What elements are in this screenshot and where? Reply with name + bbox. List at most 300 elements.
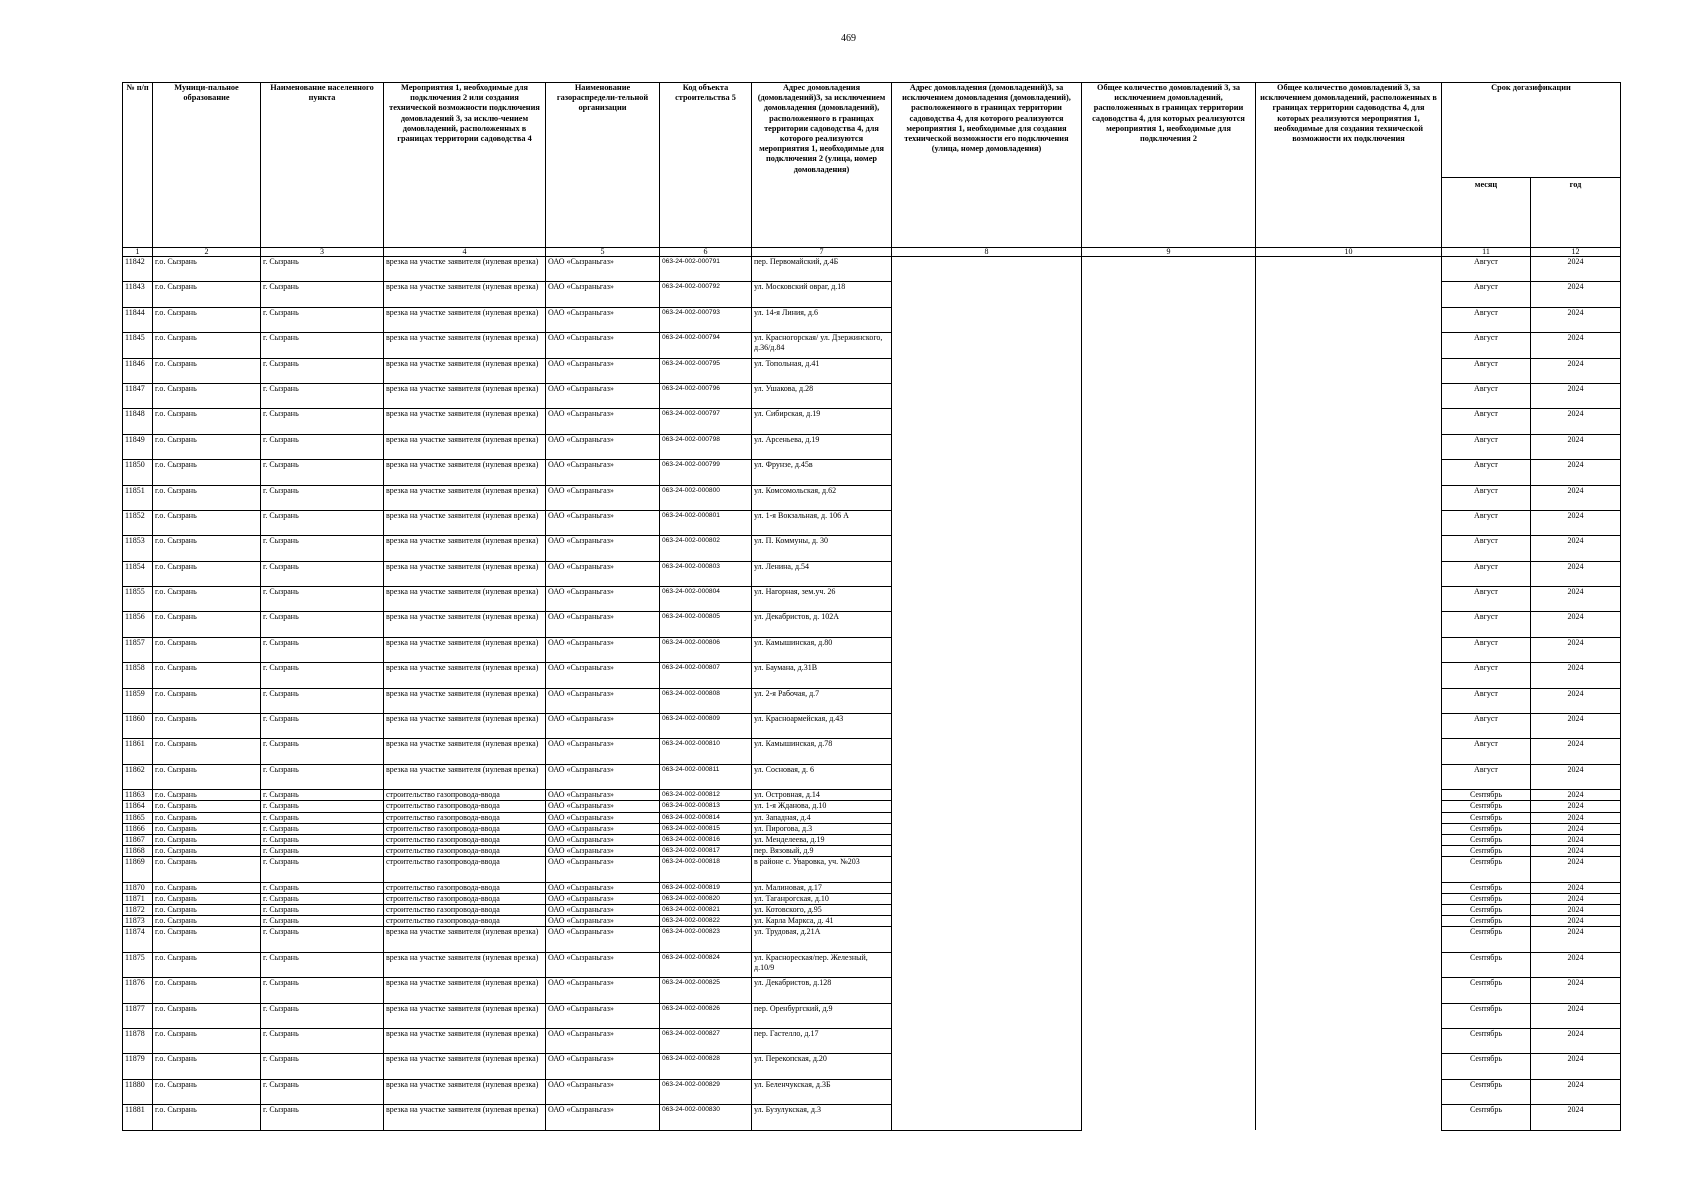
table-row bbox=[123, 882, 1621, 893]
row-number: 11842 bbox=[123, 257, 153, 282]
gas-org-cell: ОАО «Сызраньгаз» bbox=[546, 434, 660, 459]
measure-cell: врезка на участке заявителя (нулевая врезка) bbox=[384, 714, 546, 739]
count-tech-cell bbox=[1256, 587, 1442, 612]
count-connection-cell bbox=[1082, 333, 1256, 358]
settlement-cell: г. Сызрань bbox=[261, 282, 384, 307]
municipality-cell: г.о. Сызрань bbox=[153, 764, 261, 789]
settlement-cell: г. Сызрань bbox=[261, 893, 384, 904]
municipality-cell: г.о. Сызрань bbox=[153, 637, 261, 662]
measure-cell: строительство газопровода-ввода bbox=[384, 790, 546, 801]
count-tech-cell bbox=[1256, 561, 1442, 586]
municipality-cell: г.о. Сызрань bbox=[153, 905, 261, 916]
header-settlement: Наименование населенного пункта bbox=[261, 83, 384, 248]
year-cell: 2024 bbox=[1531, 882, 1621, 893]
gas-org-cell: ОАО «Сызраньгаз» bbox=[546, 1003, 660, 1028]
settlement-cell: г. Сызрань bbox=[261, 383, 384, 408]
address-cell: ул. Ленина, д.54 bbox=[752, 561, 892, 586]
row-number: 11878 bbox=[123, 1029, 153, 1054]
municipality-cell: г.о. Сызрань bbox=[153, 409, 261, 434]
settlement-cell: г. Сызрань bbox=[261, 1029, 384, 1054]
year-cell: 2024 bbox=[1531, 587, 1621, 612]
header-address-tech: Адрес домовладения (домовладений)3, за исключением домовладения (домовладений), расположенного в границах территории садоводства 4, для которого реализуются мероприятия 1, необходимые для создания технической возможности его подключения (улица, номер домовладения) bbox=[892, 83, 1082, 248]
tech-address-cell bbox=[892, 952, 1082, 977]
municipality-cell: г.о. Сызрань bbox=[153, 460, 261, 485]
table-row bbox=[123, 834, 1621, 845]
settlement-cell: г. Сызрань bbox=[261, 333, 384, 358]
month-cell: Август bbox=[1442, 333, 1531, 358]
gas-org-cell: ОАО «Сызраньгаз» bbox=[546, 510, 660, 535]
row-number: 11856 bbox=[123, 612, 153, 637]
object-code-cell: 063-24-002-000808 bbox=[660, 688, 752, 713]
settlement-cell: г. Сызрань bbox=[261, 823, 384, 834]
month-cell: Сентябрь bbox=[1442, 952, 1531, 977]
address-cell: ул. Декабристов, д. 102А bbox=[752, 612, 892, 637]
month-cell: Сентябрь bbox=[1442, 790, 1531, 801]
object-code-cell: 063-24-002-000828 bbox=[660, 1054, 752, 1079]
tech-address-cell bbox=[892, 1029, 1082, 1054]
table-row bbox=[123, 282, 1621, 307]
month-cell: Сентябрь bbox=[1442, 823, 1531, 834]
gas-org-cell: ОАО «Сызраньгаз» bbox=[546, 823, 660, 834]
count-tech-cell bbox=[1256, 434, 1442, 459]
object-code-cell: 063-24-002-000813 bbox=[660, 801, 752, 812]
address-cell: ул. Менделеева, д.19 bbox=[752, 834, 892, 845]
count-tech-cell bbox=[1256, 801, 1442, 812]
address-cell: ул. Красноармейская, д.43 bbox=[752, 714, 892, 739]
count-tech-cell bbox=[1256, 764, 1442, 789]
object-code-cell: 063-24-002-000829 bbox=[660, 1079, 752, 1104]
settlement-cell: г. Сызрань bbox=[261, 978, 384, 1003]
year-cell: 2024 bbox=[1531, 460, 1621, 485]
row-number: 11844 bbox=[123, 307, 153, 332]
object-code-cell: 063-24-002-000819 bbox=[660, 882, 752, 893]
count-tech-cell bbox=[1256, 857, 1442, 882]
year-cell: 2024 bbox=[1531, 764, 1621, 789]
address-cell: ул. Краснореская/пер. Железный, д.10/9 bbox=[752, 952, 892, 977]
table-row bbox=[123, 637, 1621, 662]
count-connection-cell bbox=[1082, 916, 1256, 927]
table-row bbox=[123, 846, 1621, 857]
column-number: 3 bbox=[261, 248, 384, 257]
count-connection-cell bbox=[1082, 460, 1256, 485]
gas-org-cell: ОАО «Сызраньгаз» bbox=[546, 834, 660, 845]
table-row bbox=[123, 952, 1621, 977]
municipality-cell: г.о. Сызрань bbox=[153, 893, 261, 904]
row-number: 11877 bbox=[123, 1003, 153, 1028]
address-cell: ул. Арсеньева, д.19 bbox=[752, 434, 892, 459]
object-code-cell: 063-24-002-000826 bbox=[660, 1003, 752, 1028]
object-code-cell: 063-24-002-000799 bbox=[660, 460, 752, 485]
year-cell: 2024 bbox=[1531, 663, 1621, 688]
table-row bbox=[123, 383, 1621, 408]
row-number: 11872 bbox=[123, 905, 153, 916]
count-connection-cell bbox=[1082, 714, 1256, 739]
gas-org-cell: ОАО «Сызраньгаз» bbox=[546, 1105, 660, 1130]
gas-org-cell: ОАО «Сызраньгаз» bbox=[546, 882, 660, 893]
measure-cell: врезка на участке заявителя (нулевая врезка) bbox=[384, 434, 546, 459]
settlement-cell: г. Сызрань bbox=[261, 1105, 384, 1130]
municipality-cell: г.о. Сызрань bbox=[153, 978, 261, 1003]
count-connection-cell bbox=[1082, 282, 1256, 307]
year-cell: 2024 bbox=[1531, 1003, 1621, 1028]
table-row bbox=[123, 714, 1621, 739]
tech-address-cell bbox=[892, 714, 1082, 739]
row-number: 11859 bbox=[123, 688, 153, 713]
count-connection-cell bbox=[1082, 1003, 1256, 1028]
row-number: 11845 bbox=[123, 333, 153, 358]
address-cell: ул. Баумана, д.31В bbox=[752, 663, 892, 688]
settlement-cell: г. Сызрань bbox=[261, 714, 384, 739]
object-code-cell: 063-24-002-000817 bbox=[660, 846, 752, 857]
count-tech-cell bbox=[1256, 916, 1442, 927]
address-cell: ул. Фрунзе, д.45в bbox=[752, 460, 892, 485]
measure-cell: строительство газопровода-ввода bbox=[384, 916, 546, 927]
object-code-cell: 063-24-002-000822 bbox=[660, 916, 752, 927]
count-tech-cell bbox=[1256, 282, 1442, 307]
table-row bbox=[123, 1105, 1621, 1130]
month-cell: Август bbox=[1442, 358, 1531, 383]
address-cell: ул. Ушакова, д.28 bbox=[752, 383, 892, 408]
count-connection-cell bbox=[1082, 409, 1256, 434]
municipality-cell: г.о. Сызрань bbox=[153, 282, 261, 307]
count-connection-cell bbox=[1082, 307, 1256, 332]
count-tech-cell bbox=[1256, 663, 1442, 688]
year-cell: 2024 bbox=[1531, 978, 1621, 1003]
measure-cell: строительство газопровода-ввода bbox=[384, 893, 546, 904]
object-code-cell: 063-24-002-000794 bbox=[660, 333, 752, 358]
tech-address-cell bbox=[892, 834, 1082, 845]
gas-org-cell: ОАО «Сызраньгаз» bbox=[546, 333, 660, 358]
month-cell: Август bbox=[1442, 587, 1531, 612]
address-cell: ул. Сосновая, д. 6 bbox=[752, 764, 892, 789]
settlement-cell: г. Сызрань bbox=[261, 905, 384, 916]
gas-org-cell: ОАО «Сызраньгаз» bbox=[546, 561, 660, 586]
gas-org-cell: ОАО «Сызраньгаз» bbox=[546, 536, 660, 561]
tech-address-cell bbox=[892, 383, 1082, 408]
count-connection-cell bbox=[1082, 561, 1256, 586]
address-cell: ул. Островная, д.14 bbox=[752, 790, 892, 801]
measure-cell: врезка на участке заявителя (нулевая врезка) bbox=[384, 358, 546, 383]
tech-address-cell bbox=[892, 307, 1082, 332]
table-row bbox=[123, 1003, 1621, 1028]
measure-cell: врезка на участке заявителя (нулевая врезка) bbox=[384, 257, 546, 282]
measure-cell: врезка на участке заявителя (нулевая врезка) bbox=[384, 1003, 546, 1028]
measure-cell: врезка на участке заявителя (нулевая врезка) bbox=[384, 1105, 546, 1130]
count-connection-cell bbox=[1082, 612, 1256, 637]
tech-address-cell bbox=[892, 978, 1082, 1003]
municipality-cell: г.о. Сызрань bbox=[153, 1003, 261, 1028]
year-cell: 2024 bbox=[1531, 333, 1621, 358]
table-row bbox=[123, 916, 1621, 927]
table-row bbox=[123, 358, 1621, 383]
municipality-cell: г.о. Сызрань bbox=[153, 561, 261, 586]
table-row bbox=[123, 485, 1621, 510]
row-number: 11874 bbox=[123, 927, 153, 952]
count-tech-cell bbox=[1256, 882, 1442, 893]
object-code-cell: 063-24-002-000814 bbox=[660, 812, 752, 823]
gas-org-cell: ОАО «Сызраньгаз» bbox=[546, 663, 660, 688]
column-number: 4 bbox=[384, 248, 546, 257]
gas-org-cell: ОАО «Сызраньгаз» bbox=[546, 739, 660, 764]
count-tech-cell bbox=[1256, 846, 1442, 857]
gas-org-cell: ОАО «Сызраньгаз» bbox=[546, 358, 660, 383]
year-cell: 2024 bbox=[1531, 510, 1621, 535]
month-cell: Сентябрь bbox=[1442, 1105, 1531, 1130]
count-connection-cell bbox=[1082, 834, 1256, 845]
settlement-cell: г. Сызрань bbox=[261, 409, 384, 434]
year-cell: 2024 bbox=[1531, 916, 1621, 927]
object-code-cell: 063-24-002-000811 bbox=[660, 764, 752, 789]
header-count-connection: Общее количество домовладений 3, за исключением домовладений, расположенных в границах территории садоводства 4, для которых реализуются мероприятия 1, необходимые для подключения 2 bbox=[1082, 83, 1256, 248]
page-number: 469 bbox=[841, 33, 856, 44]
count-tech-cell bbox=[1256, 834, 1442, 845]
address-cell: ул. Трудовая, д.21А bbox=[752, 927, 892, 952]
address-cell: ул. Комсомольская, д.62 bbox=[752, 485, 892, 510]
month-cell: Август bbox=[1442, 510, 1531, 535]
measure-cell: строительство газопровода-ввода bbox=[384, 834, 546, 845]
year-cell: 2024 bbox=[1531, 801, 1621, 812]
count-tech-cell bbox=[1256, 409, 1442, 434]
settlement-cell: г. Сызрань bbox=[261, 460, 384, 485]
count-connection-cell bbox=[1082, 1105, 1256, 1130]
municipality-cell: г.о. Сызрань bbox=[153, 663, 261, 688]
year-cell: 2024 bbox=[1531, 409, 1621, 434]
municipality-cell: г.о. Сызрань bbox=[153, 536, 261, 561]
row-number: 11873 bbox=[123, 916, 153, 927]
address-cell: пер. Вязовый, д.9 bbox=[752, 846, 892, 857]
object-code-cell: 063-24-002-000821 bbox=[660, 905, 752, 916]
settlement-cell: г. Сызрань bbox=[261, 688, 384, 713]
address-cell: ул. Западная, д.4 bbox=[752, 812, 892, 823]
month-cell: Сентябрь bbox=[1442, 834, 1531, 845]
year-cell: 2024 bbox=[1531, 637, 1621, 662]
year-cell: 2024 bbox=[1531, 905, 1621, 916]
count-tech-cell bbox=[1256, 739, 1442, 764]
tech-address-cell bbox=[892, 739, 1082, 764]
gas-org-cell: ОАО «Сызраньгаз» bbox=[546, 952, 660, 977]
gas-org-cell: ОАО «Сызраньгаз» bbox=[546, 383, 660, 408]
table-row bbox=[123, 1054, 1621, 1079]
row-number: 11864 bbox=[123, 801, 153, 812]
gasification-table bbox=[122, 82, 1621, 1131]
row-number: 11843 bbox=[123, 282, 153, 307]
object-code-cell: 063-24-002-000791 bbox=[660, 257, 752, 282]
row-number: 11871 bbox=[123, 893, 153, 904]
measure-cell: строительство газопровода-ввода bbox=[384, 882, 546, 893]
settlement-cell: г. Сызрань bbox=[261, 510, 384, 535]
count-tech-cell bbox=[1256, 485, 1442, 510]
header-municipality: Муници-пальное образование bbox=[153, 83, 261, 248]
measure-cell: врезка на участке заявителя (нулевая врезка) bbox=[384, 978, 546, 1003]
tech-address-cell bbox=[892, 893, 1082, 904]
tech-address-cell bbox=[892, 812, 1082, 823]
count-connection-cell bbox=[1082, 882, 1256, 893]
settlement-cell: г. Сызрань bbox=[261, 434, 384, 459]
gas-org-cell: ОАО «Сызраньгаз» bbox=[546, 916, 660, 927]
table-row bbox=[123, 536, 1621, 561]
row-number: 11849 bbox=[123, 434, 153, 459]
settlement-cell: г. Сызрань bbox=[261, 257, 384, 282]
year-cell: 2024 bbox=[1531, 485, 1621, 510]
address-cell: ул. Котовского, д.95 bbox=[752, 905, 892, 916]
municipality-cell: г.о. Сызрань bbox=[153, 801, 261, 812]
column-number: 9 bbox=[1082, 248, 1256, 257]
settlement-cell: г. Сызрань bbox=[261, 764, 384, 789]
gas-org-cell: ОАО «Сызраньгаз» bbox=[546, 764, 660, 789]
object-code-cell: 063-24-002-000801 bbox=[660, 510, 752, 535]
tech-address-cell bbox=[892, 905, 1082, 916]
month-cell: Август bbox=[1442, 536, 1531, 561]
row-number: 11847 bbox=[123, 383, 153, 408]
header-address-connection: Адрес домовладения (домовладений)3, за исключением домовладения (домовладений), расположенного в границах территории садоводства 4, для которого реализуются мероприятия 1, необходимые для подключения 2 (улица, номер домовладения) bbox=[752, 83, 892, 248]
count-connection-cell bbox=[1082, 1029, 1256, 1054]
address-cell: ул. Сибирская, д.19 bbox=[752, 409, 892, 434]
municipality-cell: г.о. Сызрань bbox=[153, 916, 261, 927]
count-connection-cell bbox=[1082, 358, 1256, 383]
object-code-cell: 063-24-002-000825 bbox=[660, 978, 752, 1003]
count-connection-cell bbox=[1082, 905, 1256, 916]
address-cell: ул. Топольная, д.41 bbox=[752, 358, 892, 383]
municipality-cell: г.о. Сызрань bbox=[153, 857, 261, 882]
measure-cell: врезка на участке заявителя (нулевая врезка) bbox=[384, 282, 546, 307]
address-cell: ул. Камышинская, д.80 bbox=[752, 637, 892, 662]
gas-org-cell: ОАО «Сызраньгаз» bbox=[546, 637, 660, 662]
count-tech-cell bbox=[1256, 333, 1442, 358]
month-cell: Август bbox=[1442, 739, 1531, 764]
gas-org-cell: ОАО «Сызраньгаз» bbox=[546, 857, 660, 882]
gas-org-cell: ОАО «Сызраньгаз» bbox=[546, 587, 660, 612]
municipality-cell: г.о. Сызрань bbox=[153, 383, 261, 408]
object-code-cell: 063-24-002-000830 bbox=[660, 1105, 752, 1130]
measure-cell: строительство газопровода-ввода bbox=[384, 905, 546, 916]
settlement-cell: г. Сызрань bbox=[261, 857, 384, 882]
header-month: месяц bbox=[1442, 178, 1531, 248]
month-cell: Август bbox=[1442, 764, 1531, 789]
settlement-cell: г. Сызрань bbox=[261, 1003, 384, 1028]
municipality-cell: г.о. Сызрань bbox=[153, 358, 261, 383]
table-row bbox=[123, 663, 1621, 688]
count-tech-cell bbox=[1256, 358, 1442, 383]
year-cell: 2024 bbox=[1531, 952, 1621, 977]
row-number: 11862 bbox=[123, 764, 153, 789]
gas-org-cell: ОАО «Сызраньгаз» bbox=[546, 801, 660, 812]
tech-address-cell bbox=[892, 536, 1082, 561]
gas-org-cell: ОАО «Сызраньгаз» bbox=[546, 905, 660, 916]
count-connection-cell bbox=[1082, 688, 1256, 713]
count-connection-cell bbox=[1082, 536, 1256, 561]
measure-cell: врезка на участке заявителя (нулевая врезка) bbox=[384, 383, 546, 408]
year-cell: 2024 bbox=[1531, 739, 1621, 764]
address-cell: ул. Беленчукская, д.3Б bbox=[752, 1079, 892, 1104]
tech-address-cell bbox=[892, 257, 1082, 282]
year-cell: 2024 bbox=[1531, 536, 1621, 561]
month-cell: Август bbox=[1442, 637, 1531, 662]
year-cell: 2024 bbox=[1531, 714, 1621, 739]
object-code-cell: 063-24-002-000792 bbox=[660, 282, 752, 307]
tech-address-cell bbox=[892, 764, 1082, 789]
table-row bbox=[123, 688, 1621, 713]
year-cell: 2024 bbox=[1531, 561, 1621, 586]
object-code-cell: 063-24-002-000812 bbox=[660, 790, 752, 801]
address-cell: ул. 14-я Линия, д.6 bbox=[752, 307, 892, 332]
gas-org-cell: ОАО «Сызраньгаз» bbox=[546, 257, 660, 282]
year-cell: 2024 bbox=[1531, 307, 1621, 332]
settlement-cell: г. Сызрань bbox=[261, 882, 384, 893]
count-tech-cell bbox=[1256, 257, 1442, 282]
row-number: 11865 bbox=[123, 812, 153, 823]
count-connection-cell bbox=[1082, 587, 1256, 612]
table-row bbox=[123, 587, 1621, 612]
month-cell: Сентябрь bbox=[1442, 916, 1531, 927]
header-number: № п/п bbox=[123, 83, 153, 248]
settlement-cell: г. Сызрань bbox=[261, 536, 384, 561]
municipality-cell: г.о. Сызрань bbox=[153, 688, 261, 713]
address-cell: ул. Малиновая, д.17 bbox=[752, 882, 892, 893]
month-cell: Август bbox=[1442, 434, 1531, 459]
header-deadline: Срок догазификации bbox=[1442, 83, 1621, 178]
count-tech-cell bbox=[1256, 812, 1442, 823]
row-number: 11857 bbox=[123, 637, 153, 662]
tech-address-cell bbox=[892, 485, 1082, 510]
count-tech-cell bbox=[1256, 927, 1442, 952]
row-number: 11858 bbox=[123, 663, 153, 688]
count-connection-cell bbox=[1082, 857, 1256, 882]
count-connection-cell bbox=[1082, 383, 1256, 408]
municipality-cell: г.о. Сызрань bbox=[153, 834, 261, 845]
measure-cell: строительство газопровода-ввода bbox=[384, 846, 546, 857]
municipality-cell: г.о. Сызрань bbox=[153, 1029, 261, 1054]
table-row bbox=[123, 434, 1621, 459]
address-cell: ул. Перекопская, д.20 bbox=[752, 1054, 892, 1079]
row-number: 11852 bbox=[123, 510, 153, 535]
address-cell: ул. Карла Маркса, д. 41 bbox=[752, 916, 892, 927]
object-code-cell: 063-24-002-000806 bbox=[660, 637, 752, 662]
object-code-cell: 063-24-002-000803 bbox=[660, 561, 752, 586]
municipality-cell: г.о. Сызрань bbox=[153, 846, 261, 857]
column-number: 10 bbox=[1256, 248, 1442, 257]
tech-address-cell bbox=[892, 801, 1082, 812]
month-cell: Август bbox=[1442, 257, 1531, 282]
count-connection-cell bbox=[1082, 893, 1256, 904]
row-number: 11866 bbox=[123, 823, 153, 834]
tech-address-cell bbox=[892, 612, 1082, 637]
settlement-cell: г. Сызрань bbox=[261, 916, 384, 927]
row-number: 11869 bbox=[123, 857, 153, 882]
gas-org-cell: ОАО «Сызраньгаз» bbox=[546, 282, 660, 307]
municipality-cell: г.о. Сызрань bbox=[153, 307, 261, 332]
measure-cell: врезка на участке заявителя (нулевая врезка) bbox=[384, 688, 546, 713]
tech-address-cell bbox=[892, 434, 1082, 459]
settlement-cell: г. Сызрань bbox=[261, 637, 384, 662]
month-cell: Сентябрь bbox=[1442, 927, 1531, 952]
object-code-cell: 063-24-002-000796 bbox=[660, 383, 752, 408]
column-number: 6 bbox=[660, 248, 752, 257]
municipality-cell: г.о. Сызрань bbox=[153, 1079, 261, 1104]
year-cell: 2024 bbox=[1531, 812, 1621, 823]
count-tech-cell bbox=[1256, 637, 1442, 662]
settlement-cell: г. Сызрань bbox=[261, 663, 384, 688]
table-row bbox=[123, 790, 1621, 801]
count-connection-cell bbox=[1082, 978, 1256, 1003]
column-number: 12 bbox=[1531, 248, 1621, 257]
row-number: 11863 bbox=[123, 790, 153, 801]
gas-org-cell: ОАО «Сызраньгаз» bbox=[546, 307, 660, 332]
column-number: 8 bbox=[892, 248, 1082, 257]
settlement-cell: г. Сызрань bbox=[261, 587, 384, 612]
year-cell: 2024 bbox=[1531, 688, 1621, 713]
count-tech-cell bbox=[1256, 790, 1442, 801]
row-number: 11879 bbox=[123, 1054, 153, 1079]
